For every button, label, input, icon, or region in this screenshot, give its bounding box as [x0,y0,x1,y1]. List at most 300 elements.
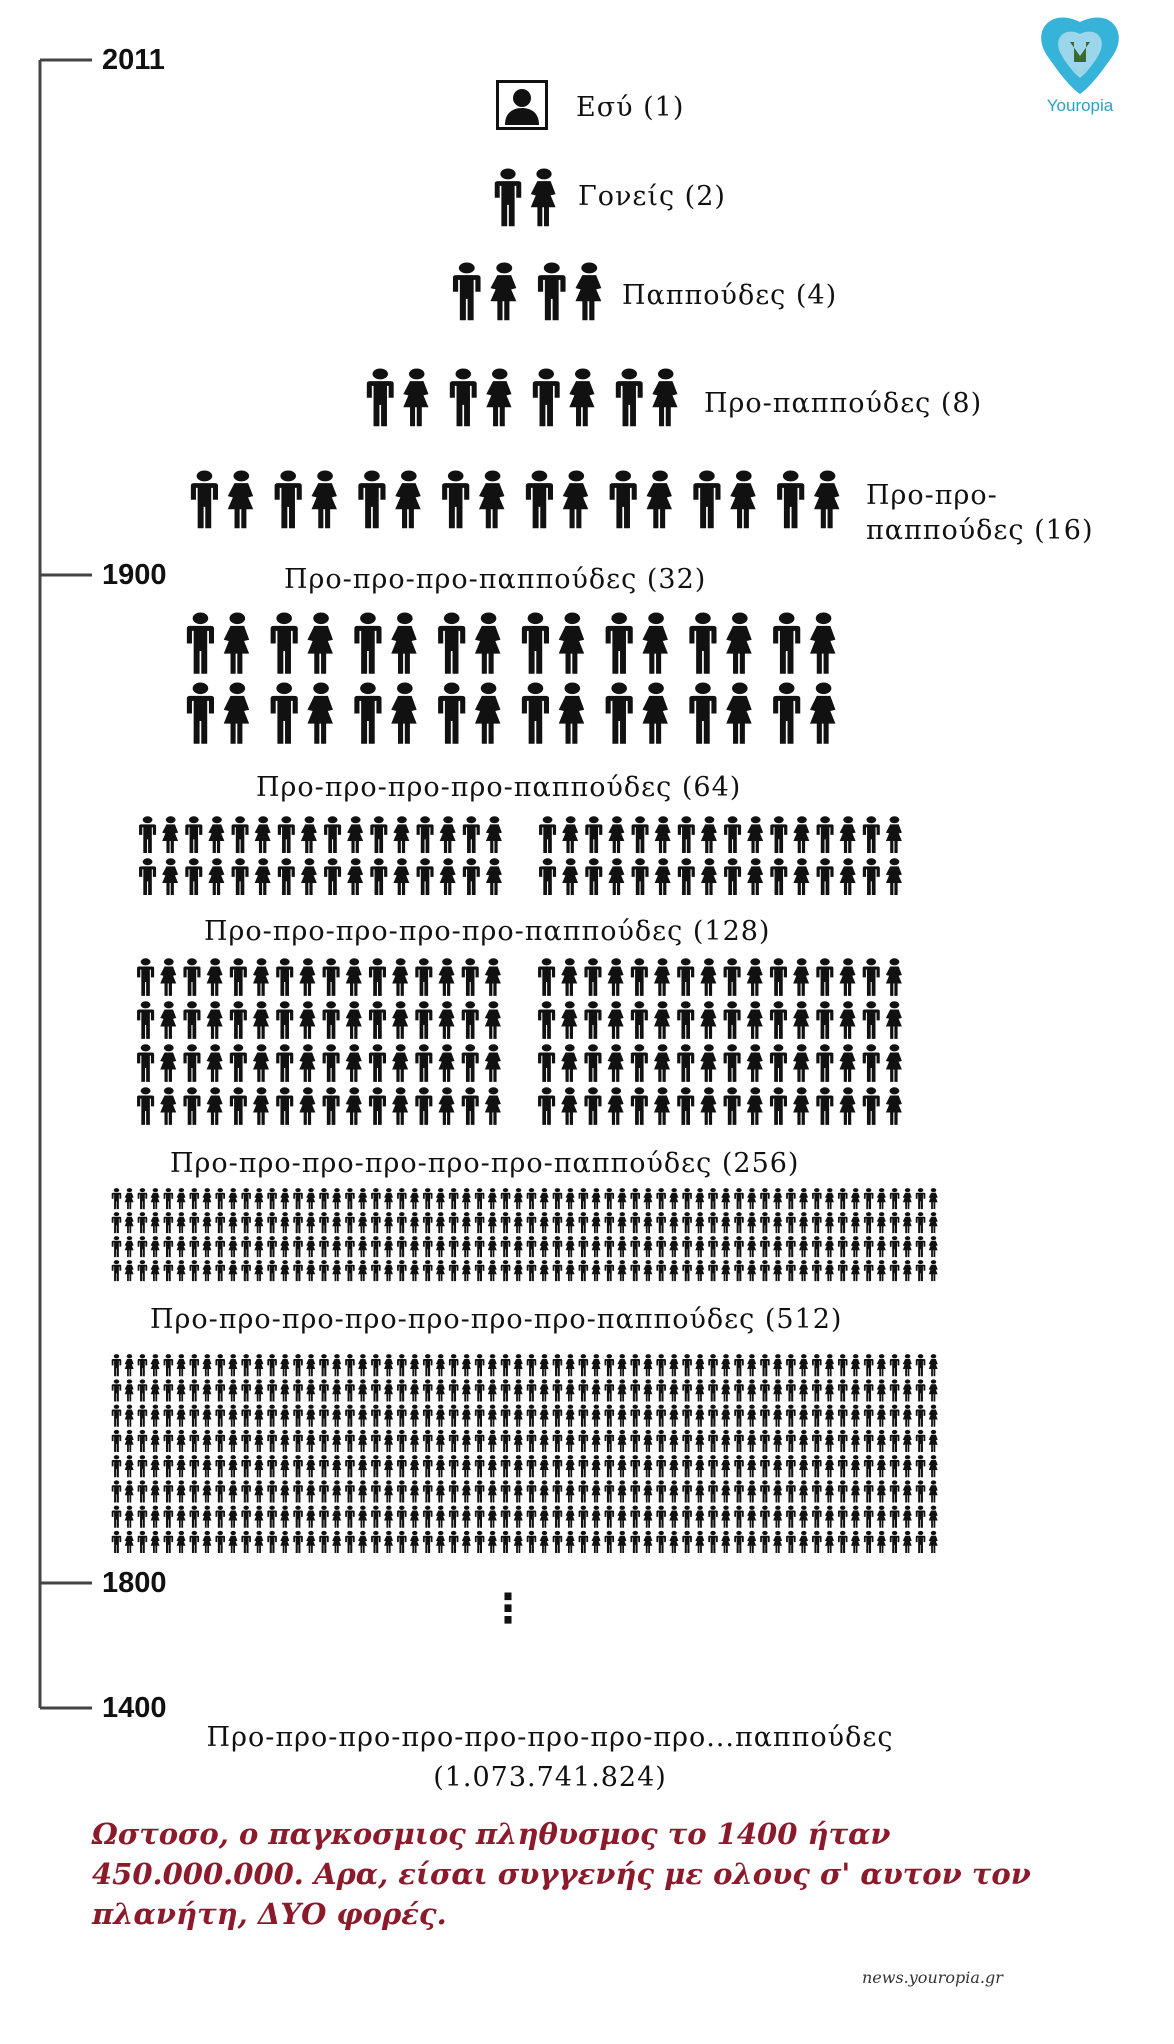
female-figure [177,1506,186,1528]
male-figure [916,1506,926,1528]
female-figure [700,1044,716,1082]
female-figure [177,1430,186,1452]
male-figure [319,1480,329,1502]
female-figure [929,1405,938,1427]
female-figure [177,1354,186,1376]
male-figure [890,1531,900,1553]
male-figure [415,1001,432,1039]
female-figure [486,368,511,426]
male-figure [293,1379,303,1401]
female-figure [228,1188,237,1209]
year-1400-label: 1400 [102,1692,167,1724]
male-figure [241,1354,251,1376]
female-figure [253,958,269,996]
female-figure [125,1236,134,1257]
female-figure [254,1236,263,1257]
male-figure [682,1455,692,1477]
female-figure [253,1001,269,1039]
male-figure [812,1405,822,1427]
female-figure [903,1531,912,1553]
male-figure [215,1405,225,1427]
male-figure [112,1405,122,1427]
female-figure [840,816,856,853]
male-figure [584,958,601,996]
male-figure [786,1480,796,1502]
male-figure [553,1236,563,1257]
male-figure [138,1188,148,1209]
female-figure [721,1506,730,1528]
female-figure [654,958,670,996]
male-figure [863,1087,880,1125]
male-figure [786,1405,796,1427]
female-figure [851,1455,860,1477]
female-figure [929,1236,938,1257]
male-figure [579,1506,589,1528]
male-figure [734,1212,744,1233]
male-figure [630,1480,640,1502]
male-figure [816,1087,833,1125]
female-figure [436,1430,445,1452]
female-figure [436,1212,445,1233]
male-figure [293,1405,303,1427]
male-figure [863,858,880,895]
female-figure [747,1188,756,1209]
male-figure [786,1236,796,1257]
female-figure [721,1405,730,1427]
male-figure [605,1188,615,1209]
female-figure [700,1001,716,1039]
female-figure [280,1480,289,1502]
female-figure [799,1212,808,1233]
male-figure [605,1455,615,1477]
female-figure [280,1236,289,1257]
female-figure [299,958,315,996]
male-figure [838,1188,848,1209]
male-figure [760,1405,770,1427]
male-figure [293,1531,303,1553]
female-figure [436,1455,445,1477]
male-figure [786,1212,796,1233]
female-figure [851,1260,860,1281]
female-figure [280,1506,289,1528]
male-figure [579,1405,589,1427]
female-figure [877,1531,886,1553]
female-figure [617,1236,626,1257]
male-figure [275,470,302,528]
male-figure [449,1379,459,1401]
male-figure [501,1212,511,1233]
pictogram-figures [182,612,842,752]
pictogram-figures [448,262,608,328]
female-figure [747,958,763,996]
male-figure [553,1188,563,1209]
male-figure [112,1188,122,1209]
female-figure [311,470,336,528]
figures-gen7 [136,816,906,900]
male-figure [190,1480,200,1502]
male-figure [138,1236,148,1257]
female-figure [701,858,717,895]
female-figure [125,1212,134,1233]
female-figure [561,1087,577,1125]
female-figure [485,1044,501,1082]
male-figure [682,1405,692,1427]
male-figure [760,1212,770,1233]
male-figure [345,1212,355,1233]
female-figure [747,1455,756,1477]
female-figure [436,1188,445,1209]
male-figure [786,1531,796,1553]
male-figure [890,1260,900,1281]
female-figure [643,1506,652,1528]
male-figure [838,1354,848,1376]
male-figure [190,1379,200,1401]
male-figure [770,1001,787,1039]
female-figure [592,1260,601,1281]
generation-label-parents: Γονείς (2) [578,181,726,212]
male-figure [501,1480,511,1502]
female-figure [886,958,902,996]
female-figure [254,1405,263,1427]
male-figure [138,1480,148,1502]
male-figure [682,1188,692,1209]
male-figure [760,1430,770,1452]
male-figure [345,1354,355,1376]
male-figure [369,958,386,996]
male-figure [164,1506,174,1528]
female-figure [462,1430,471,1452]
female-figure [384,1455,393,1477]
female-figure [726,613,751,674]
male-figure [319,1354,329,1376]
male-figure [734,1506,744,1528]
male-figure [838,1480,848,1502]
male-figure [890,1405,900,1427]
male-figure [579,1260,589,1281]
female-figure [254,1212,263,1233]
female-figure [307,613,332,674]
male-figure [449,1236,459,1257]
male-figure [812,1430,822,1452]
female-figure [575,262,601,320]
female-figure [485,958,501,996]
male-figure [138,1405,148,1427]
female-figure [695,1212,704,1233]
female-figure [462,1405,471,1427]
figures-gen6 [182,612,842,752]
female-figure [721,1188,730,1209]
female-figure [540,1506,549,1528]
female-figure [566,1506,575,1528]
male-figure [760,1455,770,1477]
female-figure [254,1531,263,1553]
female-figure [793,1087,809,1125]
male-figure [345,1531,355,1553]
female-figure [202,1236,211,1257]
male-figure [449,1480,459,1502]
male-figure [241,1405,251,1427]
female-figure [358,1188,367,1209]
male-figure [371,1212,381,1233]
male-figure [501,1405,511,1427]
female-figure [347,858,363,895]
female-figure [436,1405,445,1427]
female-figure [392,1087,408,1125]
female-figure [839,1044,855,1082]
female-figure [799,1430,808,1452]
female-figure [643,1430,652,1452]
male-figure [890,1506,900,1528]
female-figure [559,613,584,674]
female-figure [721,1480,730,1502]
male-figure [864,1531,874,1553]
female-figure [531,168,556,226]
male-figure [760,1531,770,1553]
male-figure [864,1506,874,1528]
female-figure [566,1480,575,1502]
male-figure [164,1212,174,1233]
female-figure [125,1531,134,1553]
female-figure [384,1379,393,1401]
male-figure [734,1379,744,1401]
female-figure [436,1480,445,1502]
male-figure [786,1188,796,1209]
male-figure [449,1260,459,1281]
male-figure [137,1001,154,1039]
generation-label-you: Εσύ (1) [576,92,685,123]
female-figure [462,1506,471,1528]
female-figure [358,1405,367,1427]
male-figure [708,1379,718,1401]
female-figure [730,470,755,528]
male-figure [449,1405,459,1427]
female-figure [488,1212,497,1233]
male-figure [864,1405,874,1427]
female-figure [643,1188,652,1209]
female-figure [669,1260,678,1281]
female-figure [877,1430,886,1452]
female-figure [642,613,667,674]
male-figure [319,1379,329,1401]
female-figure [669,1212,678,1233]
pictogram-figures [136,816,906,900]
male-figure [682,1430,692,1452]
male-figure [838,1455,848,1477]
male-figure [838,1430,848,1452]
male-figure [527,1236,537,1257]
female-figure [825,1455,834,1477]
female-figure [561,1001,577,1039]
female-figure [851,1379,860,1401]
male-figure [605,1430,615,1452]
female-figure [903,1480,912,1502]
female-figure [747,1087,763,1125]
male-figure [164,1531,174,1553]
male-figure [501,1188,511,1209]
male-figure [916,1212,926,1233]
male-figure [656,1260,666,1281]
male-figure [415,958,432,996]
female-figure [566,1260,575,1281]
female-figure [436,1531,445,1553]
female-figure [410,1480,419,1502]
female-figure [643,1236,652,1257]
female-figure [125,1455,134,1477]
male-figure [112,1236,122,1257]
female-figure [747,1236,756,1257]
female-figure [177,1260,186,1281]
male-figure [138,1379,148,1401]
male-figure [354,683,381,744]
male-figure [553,1480,563,1502]
female-figure [462,1455,471,1477]
female-figure [358,1531,367,1553]
male-figure [632,858,649,895]
female-figure [125,1480,134,1502]
figures-gen10 [110,1354,940,1556]
male-figure [579,1354,589,1376]
female-figure [224,683,249,744]
female-figure [403,368,428,426]
female-figure [851,1506,860,1528]
male-figure [864,1236,874,1257]
male-figure [293,1430,303,1452]
male-figure [267,1430,277,1452]
female-figure [332,1531,341,1553]
female-figure [825,1405,834,1427]
male-figure [770,958,787,996]
female-figure [254,1506,263,1528]
male-figure [501,1260,511,1281]
female-figure [151,1188,160,1209]
male-figure [501,1430,511,1452]
female-figure [839,958,855,996]
male-figure [708,1506,718,1528]
male-figure [777,470,804,528]
male-figure [579,1212,589,1233]
female-figure [669,1430,678,1452]
generation-label-gen9: Προ-προ-προ-προ-προ-προ-παππούδες (256) [170,1148,800,1179]
figures-gen8 [134,958,906,1130]
male-figure [631,1044,648,1082]
male-figure [475,1531,485,1553]
female-figure [202,1506,211,1528]
male-figure [786,1430,796,1452]
figures-great-grandparents [362,368,684,434]
female-figure [592,1455,601,1477]
female-figure [617,1480,626,1502]
female-figure [700,958,716,996]
male-figure [682,1212,692,1233]
male-figure [397,1531,407,1553]
female-figure [384,1236,393,1257]
female-figure [747,1044,763,1082]
female-figure [358,1430,367,1452]
male-figure [345,1188,355,1209]
female-figure [410,1455,419,1477]
male-figure [553,1212,563,1233]
male-figure [527,1405,537,1427]
female-figure [608,1087,624,1125]
male-figure [656,1212,666,1233]
female-figure [695,1531,704,1553]
male-figure [760,1188,770,1209]
female-figure [592,1236,601,1257]
male-figure [538,1087,555,1125]
female-figure [514,1430,523,1452]
male-figure [449,1531,459,1553]
female-figure [810,613,835,674]
male-figure [786,1379,796,1401]
female-figure [747,1405,756,1427]
female-figure [643,1531,652,1553]
female-figure [151,1354,160,1376]
female-figure [655,858,671,895]
female-figure [280,1354,289,1376]
source-credit: news.youropia.gr [862,1968,1003,1987]
male-figure [816,1044,833,1082]
female-figure [617,1188,626,1209]
female-figure [253,1044,269,1082]
female-figure [151,1212,160,1233]
male-figure [215,1506,225,1528]
male-figure [232,816,249,853]
female-figure [438,1087,454,1125]
female-figure [160,1044,176,1082]
male-figure [734,1455,744,1477]
male-figure [323,958,340,996]
male-figure [164,1188,174,1209]
male-figure [708,1236,718,1257]
male-figure [864,1455,874,1477]
female-figure [228,1480,237,1502]
male-figure [475,1354,485,1376]
female-figure [799,1354,808,1376]
female-figure [566,1430,575,1452]
male-figure [632,816,649,853]
female-figure [306,1455,315,1477]
female-figure [254,1455,263,1477]
male-figure [323,1087,340,1125]
female-figure [592,1188,601,1209]
male-figure [138,1430,148,1452]
female-figure [486,816,502,853]
male-figure [610,470,637,528]
male-figure [241,1430,251,1452]
male-figure [449,1354,459,1376]
male-figure [293,1188,303,1209]
female-figure [177,1531,186,1553]
female-figure [825,1212,834,1233]
male-figure [682,1480,692,1502]
female-figure [332,1506,341,1528]
male-figure [630,1212,640,1233]
female-figure [561,1044,577,1082]
generation-label-gen8: Προ-προ-προ-προ-προ-παππούδες (128) [204,916,771,947]
female-figure [202,1455,211,1477]
female-figure [514,1405,523,1427]
female-figure [877,1188,886,1209]
male-figure [293,1354,303,1376]
male-figure [438,683,465,744]
female-figure [929,1506,938,1528]
male-figure [453,262,481,320]
female-figure [877,1379,886,1401]
female-figure [695,1260,704,1281]
male-figure [708,1455,718,1477]
male-figure [579,1531,589,1553]
female-figure [488,1480,497,1502]
